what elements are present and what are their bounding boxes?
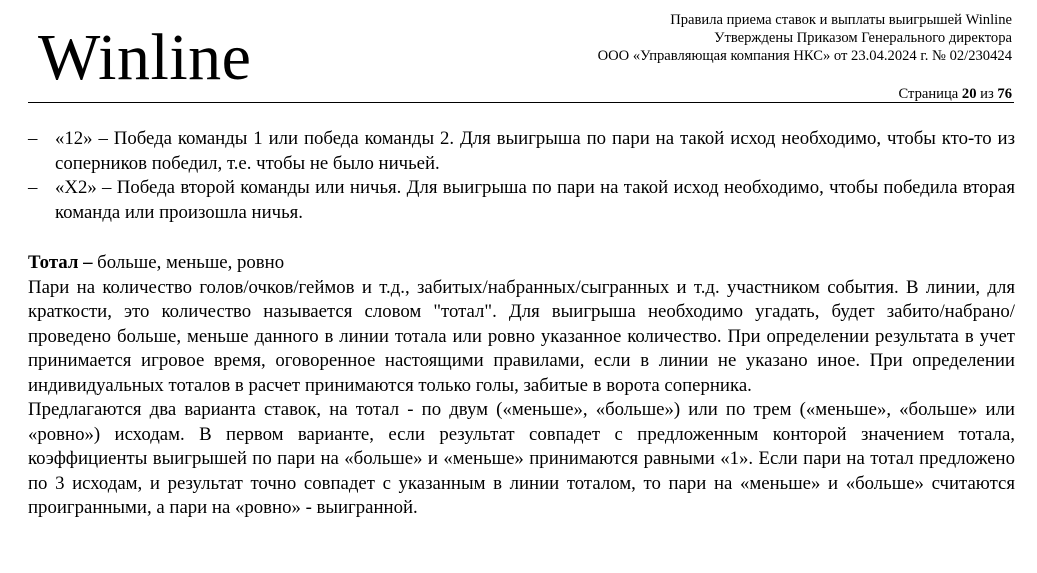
paragraph-total-definition: Пари на количество голов/очков/геймов и т.д., забитых/набранных/сыгранных и т.д. участником события. В линии, для краткости, это количество называется словом "тотал". Для выигрыша необходимо угадать, будет забито/набрано/проведено больше, меньше данного в линии тотала или ровно указанное количество. При определении результата в учет принимается игровое время, оговоренное настоящими правилами, если в линии не указано иное. При определении индивидуальных тоталов в расчет принимаются только голы, забитые в ворота соперника.	[28, 276, 1015, 396]
bullet-dash: –	[28, 177, 38, 198]
bullet-term: «12» –	[55, 128, 108, 149]
winline-logo: Winline	[38, 21, 252, 94]
page-number	[898, 85, 1012, 103]
bullet-dash: –	[28, 128, 38, 149]
list-item	[28, 176, 1015, 225]
list-item	[28, 127, 1015, 176]
bullet-text: Победа второй команды или ничья. Для выигрыша по пари на такой исход необходимо, чтобы победила вторая команда или произошла ничья.	[55, 177, 1015, 223]
header-divider	[28, 102, 1014, 103]
page-label: Страница	[898, 86, 959, 102]
heading-rest: больше, меньше, ровно	[92, 252, 285, 273]
heading-bold: Тотал –	[28, 252, 93, 273]
paragraph-total-variants: Предлагаются два варианта ставок, на тотал - по двум («меньше», «больше») или по трем («меньше», «больше» или «ровно») исходам. В первом варианте, если результат совпадет с предложенным конторой значением тотала, коэффициенты выигрышей по пари на «больше» и «меньше» принимаются равными «1». Если пари на тотал предложено по 3 исходам, и результат точно совпадет с указанным в линии тоталом, то пари на «меньше» и «больше» считаются проигранными, а пари на «ровно» - выигранной.	[28, 399, 1015, 518]
page-of: из	[980, 86, 994, 102]
page-total: 76	[997, 86, 1012, 102]
header-rules-title: Правила приема ставок и выплаты выигрышей Winline	[670, 12, 1012, 28]
bullet-term: «Х2» –	[55, 177, 112, 198]
document-header-info	[472, 11, 1012, 65]
page-current: 20	[961, 86, 977, 102]
section-gap	[28, 225, 1015, 251]
bullet-text: Победа команды 1 или победа команды 2. Для выигрыша по пари на такой исход необходимо, чтобы кто-то из соперников победил, т.е. чтобы не было ничьей.	[55, 128, 1016, 174]
document-body	[28, 127, 1015, 521]
header-approval: Утверждены Приказом Генерального директора	[714, 30, 1012, 46]
section-heading-total	[28, 251, 1015, 276]
header-order: ООО «Управляющая компания НКС» от 23.04.2024 г. № 02/230424	[597, 48, 1012, 64]
